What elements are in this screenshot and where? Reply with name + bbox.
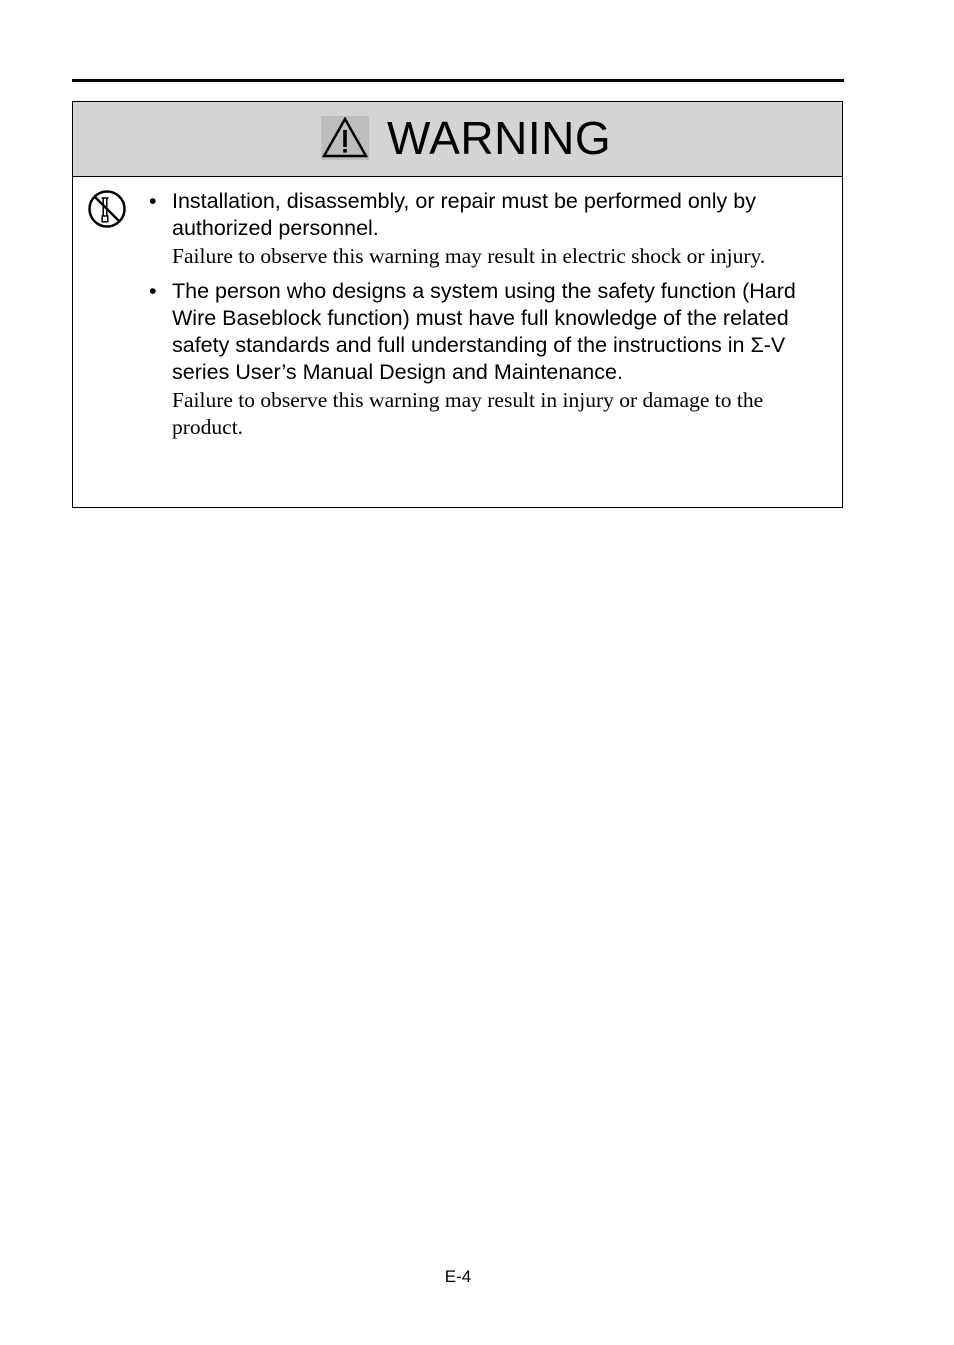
warning-item-text: Installation, disassembly, or repair must be performed only by authorized personnel. bbox=[172, 189, 756, 240]
warning-item-note: Failure to observe this warning may result in injury or damage to the product. bbox=[172, 388, 764, 439]
warning-header bbox=[73, 102, 842, 177]
warning-item-note: Failure to observe this warning may result in electric shock or injury. bbox=[172, 244, 766, 268]
prohibited-disassembly-icon bbox=[87, 189, 127, 229]
top-rule bbox=[72, 79, 844, 82]
bullet: • bbox=[149, 189, 157, 213]
warning-item bbox=[149, 278, 809, 441]
bullet: • bbox=[149, 279, 157, 303]
warning-item-text: The person who designs a system using the safety function (Hard Wire Baseblock function) must have full knowledge of the related safety standards and full understanding of the instructions in Σ-V series User’s Manual Design and Maintenance. bbox=[172, 279, 796, 384]
warning-box bbox=[72, 101, 843, 508]
warning-title: WARNING bbox=[387, 112, 612, 164]
warning-item bbox=[149, 188, 809, 270]
page-number: E-4 bbox=[444, 1267, 472, 1286]
warning-triangle-icon bbox=[321, 116, 369, 160]
warning-list bbox=[149, 188, 809, 441]
